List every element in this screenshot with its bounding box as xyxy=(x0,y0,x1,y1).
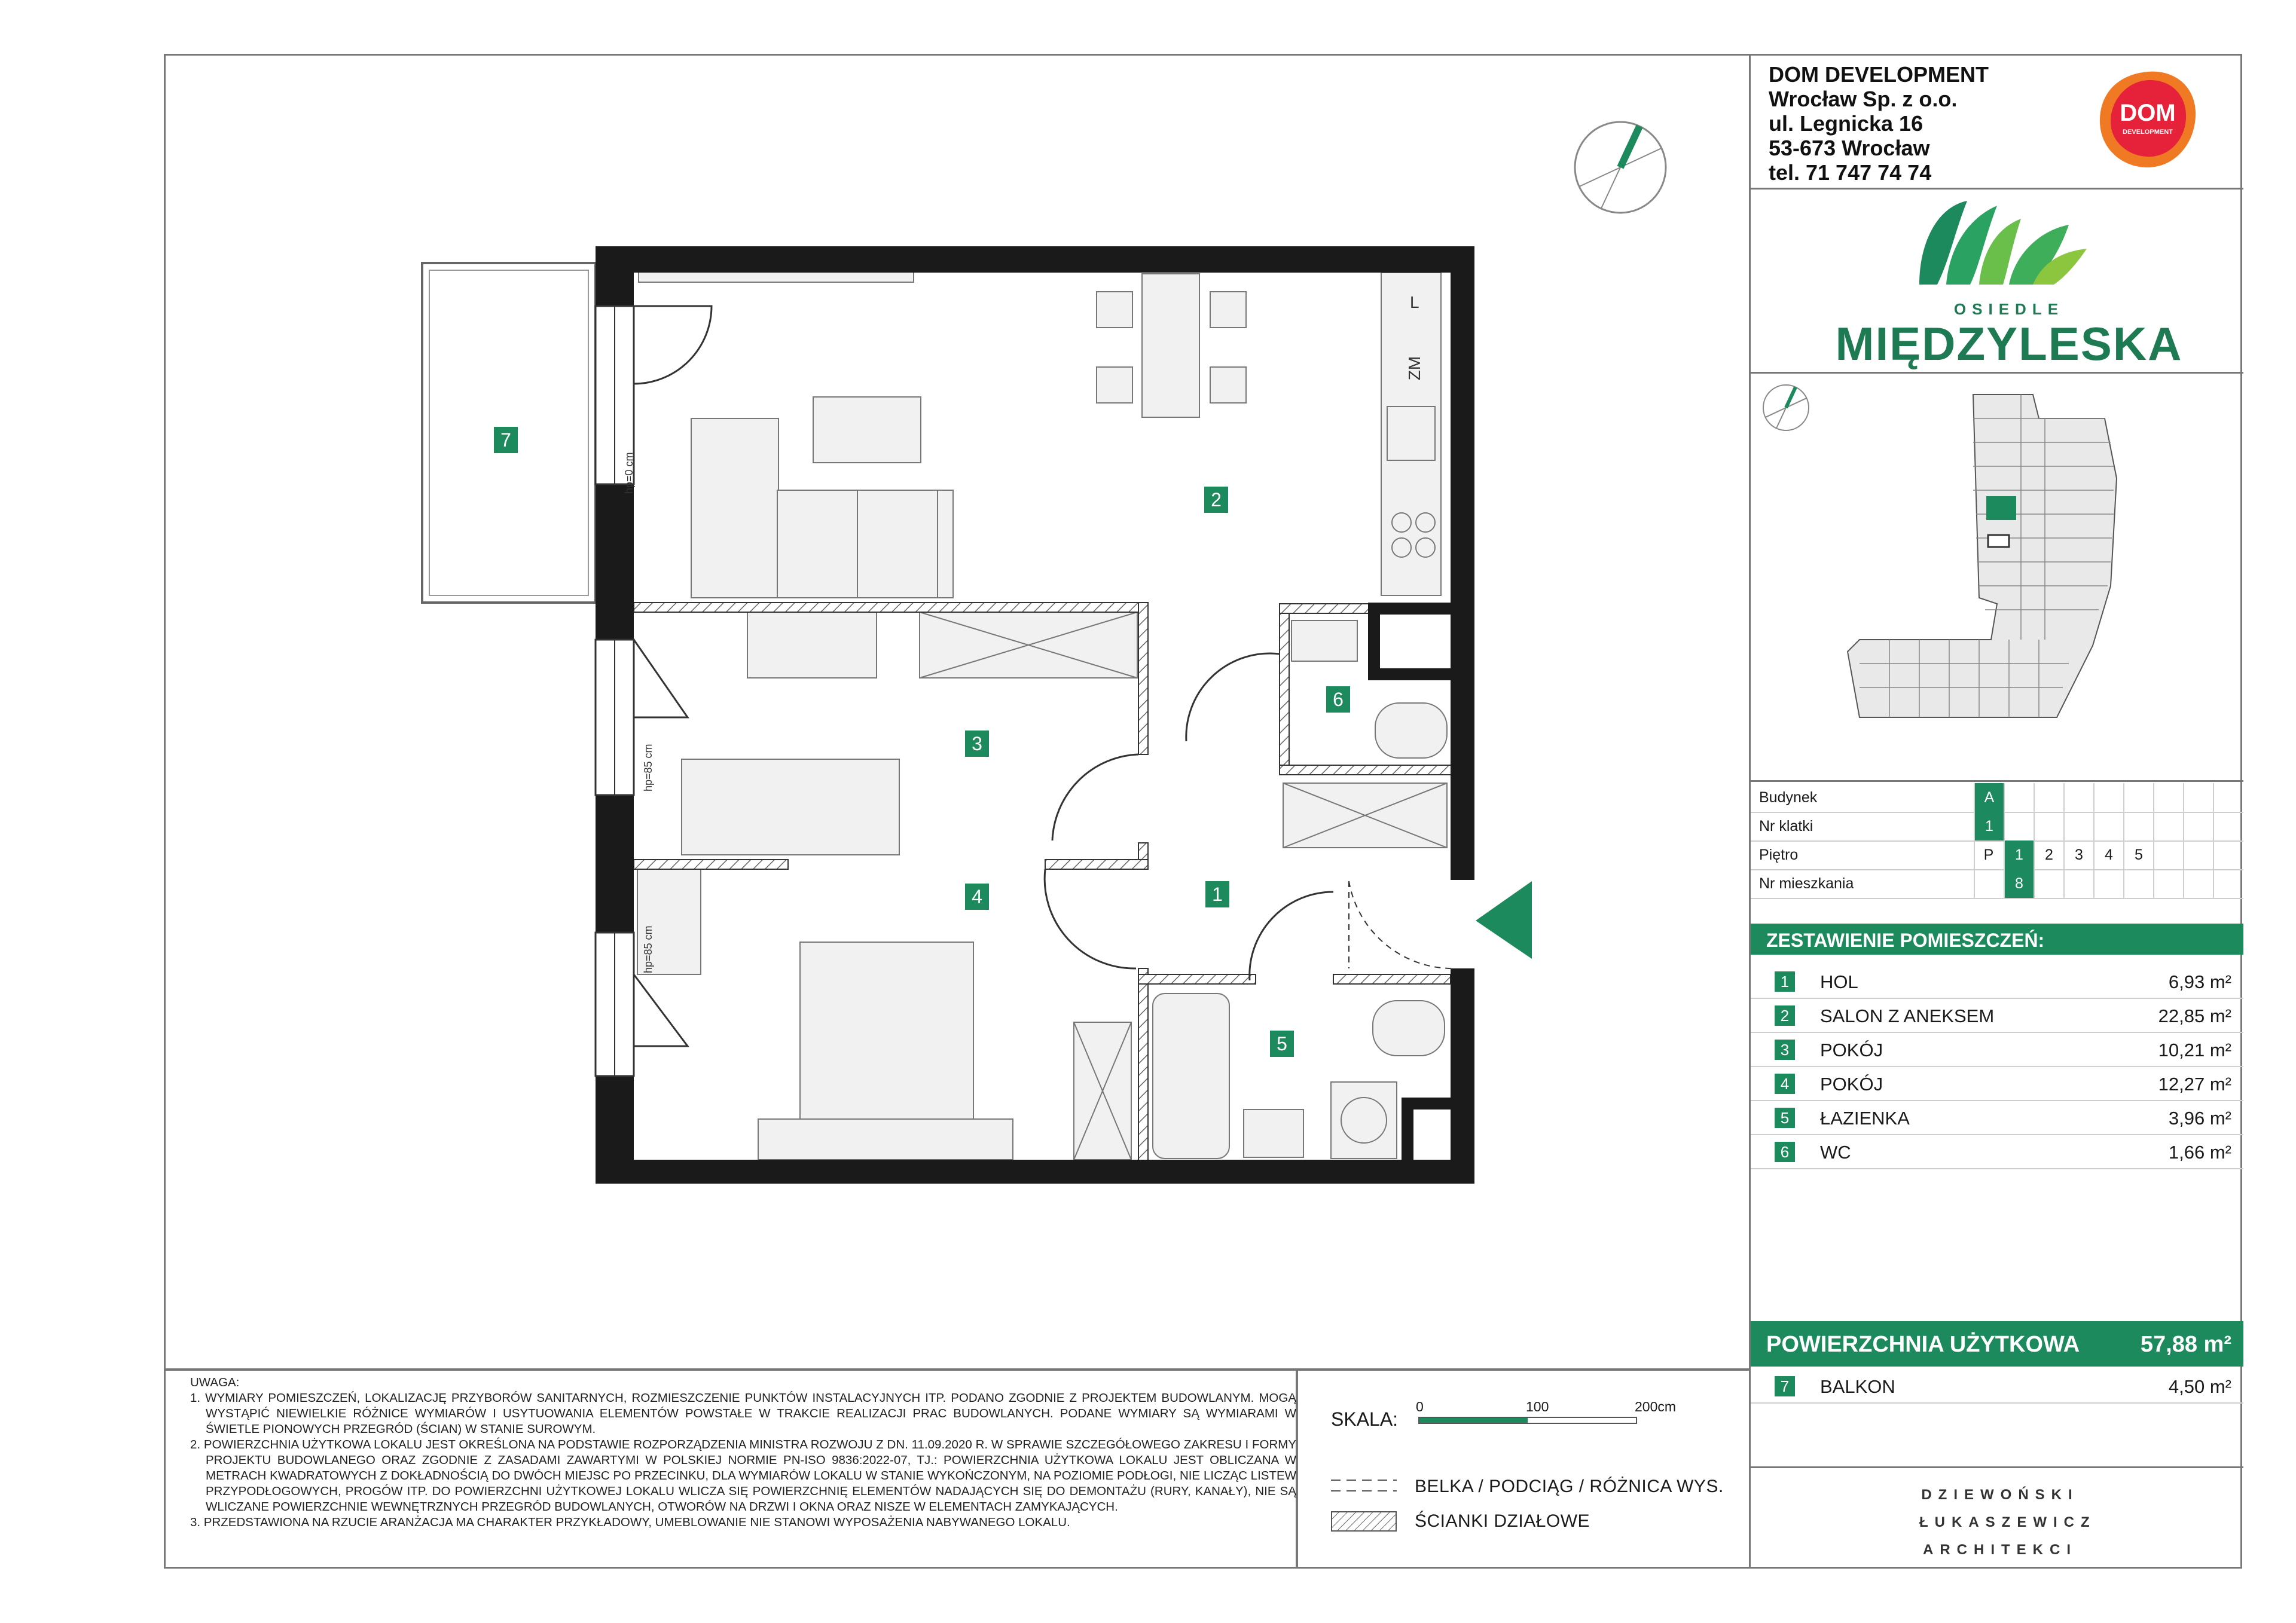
notes-block xyxy=(190,1375,1296,1530)
room-row xyxy=(1751,1066,2243,1101)
building-value: A xyxy=(1974,783,2004,812)
sidebar-divider xyxy=(1750,1466,2243,1468)
window-height-note: hp=0 cm xyxy=(623,452,635,494)
partition-wall xyxy=(634,860,788,869)
note-item: 3. PRZEDSTAWIONA NA RZUCIE ARANŻACJA MA CHARAKTER PRZYKŁADOWY, UMEBLOWANIE NIE STANOWI WYPOSAŻENIA NABYWANEGO LOKALU. xyxy=(190,1515,1070,1529)
wc-door xyxy=(1186,653,1280,741)
room-name: BALKON xyxy=(1820,1376,1895,1397)
room-row xyxy=(1751,964,2243,999)
room-area: 4,50 m² xyxy=(2168,1376,2231,1397)
room-name: SALON Z ANEKSEM xyxy=(1820,1005,1995,1026)
washbasin xyxy=(1244,1109,1303,1157)
sofa-seat xyxy=(857,490,938,598)
note-item: 1. WYMIARY POMIESZCZEŃ, LOKALIZACJĘ PRZYBORÓW SANITARNYCH, ROZMIESZCZENIE PUNKTÓW INSTALACYJNYCH ITP. PODANO ZGODNIE Z PROJEKTEM BUDOWLANYM. MOGĄ WYSTĄPIĆ NIEWIELKIE RÓŻNICE WYMIARÓW I USYTUOWANIA ELEMENTÓW POWSTAŁE W TRAKCIE REALIZACJI PRAC BUDOWLANYCH. PODANE WYMIARY SĄ WYMIARAMI W ŚWIETLE PIONOWYCH PRZEGRÓD (ŚCIAN) W STANIE SUROWYM. xyxy=(190,1391,1296,1436)
room-label: 7 xyxy=(494,427,518,453)
window-door xyxy=(634,974,688,1046)
toilet xyxy=(1373,1001,1445,1056)
balcony-row xyxy=(1751,1369,2243,1404)
partition-wall xyxy=(1280,765,1452,775)
building-keyplan xyxy=(1842,383,2129,741)
room-row xyxy=(1751,1101,2243,1135)
toilet xyxy=(1375,703,1447,758)
partition-wall xyxy=(1138,603,1148,754)
room-number: 7 xyxy=(1775,1376,1795,1396)
scale-bar xyxy=(1418,1417,1637,1424)
sofa-chaise xyxy=(691,418,778,598)
floor-option: 2 xyxy=(2034,840,2063,869)
keyplan-compass-icon xyxy=(1761,383,1812,433)
company-name: DOM DEVELOPMENT xyxy=(1769,62,1989,87)
scale-tick: 200cm xyxy=(1635,1399,1677,1414)
brand-name: MIĘDZYLESKA xyxy=(1835,317,2183,370)
partition-wall xyxy=(1138,974,1256,984)
scale-bar-fill xyxy=(1419,1418,1528,1423)
entrance-arrow-icon xyxy=(1476,881,1532,959)
room-number: 3 xyxy=(1775,1040,1795,1060)
partition-legend-label: ŚCIANKI DZIAŁOWE xyxy=(1415,1511,1590,1531)
company-phone: tel. 71 747 74 74 xyxy=(1769,160,1932,185)
dom-logo-subtext: DEVELOPMENT xyxy=(2123,129,2173,136)
room-area: 10,21 m² xyxy=(2158,1040,2231,1060)
room-number: 6 xyxy=(1775,1142,1795,1162)
room-name: WC xyxy=(1820,1142,1851,1163)
floor-option: 4 xyxy=(2093,840,2123,869)
partition-legend-icon xyxy=(1331,1511,1397,1532)
scale-label: SKALA: xyxy=(1331,1408,1399,1430)
bed xyxy=(682,759,899,855)
osiedle-leaf-logo xyxy=(1913,195,2093,291)
room-area: 6,93 m² xyxy=(2168,971,2231,992)
dom-development-logo xyxy=(2095,67,2200,172)
summary-title: ZESTAWIENIE POMIESZCZEŃ: xyxy=(1766,930,2045,951)
balcony-door xyxy=(634,306,712,384)
room-number: 2 xyxy=(1775,1005,1795,1026)
window-height-note: hp=85 cm xyxy=(642,925,654,973)
room-area: 1,66 m² xyxy=(2168,1142,2231,1163)
room-number: 5 xyxy=(1775,1108,1795,1128)
partition-wall xyxy=(1280,604,1375,613)
room-area: 12,27 m² xyxy=(2158,1074,2231,1095)
room-number: 4 xyxy=(1775,1074,1795,1094)
notes-title: UWAGA: xyxy=(190,1376,240,1389)
total-area-row xyxy=(1751,1321,2243,1367)
architect-line2: ŁUKASZEWICZ xyxy=(1919,1514,2096,1530)
architect-line3: ARCHITEKCI xyxy=(1923,1542,2077,1558)
floor-label: Piętro xyxy=(1759,846,1799,863)
partition-wall xyxy=(1045,860,1148,869)
bathtub xyxy=(1153,994,1229,1159)
beam-legend-label: BELKA / PODCIĄG / RÓŻNICA WYS. xyxy=(1415,1477,1724,1496)
floor-option: P xyxy=(1983,846,1994,863)
room-name: POKÓJ xyxy=(1820,1040,1883,1060)
apartment-value: 8 xyxy=(2004,869,2034,898)
grid-col xyxy=(2213,783,2243,898)
partition-wall xyxy=(634,603,1148,612)
floor-option: 3 xyxy=(2063,840,2093,869)
sidebar-divider xyxy=(1750,372,2243,374)
partition-wall xyxy=(1138,968,1148,1163)
floor-option-selected: 1 xyxy=(2004,840,2034,869)
grid-col xyxy=(2153,783,2183,898)
double-bed xyxy=(800,942,973,1121)
summary-header xyxy=(1751,924,2243,955)
scale-tick: 0 xyxy=(1416,1399,1424,1414)
sofa-seat xyxy=(777,490,857,598)
room-label: 5 xyxy=(1270,1031,1294,1057)
bed-side xyxy=(758,1119,1013,1160)
room-label: 6 xyxy=(1326,686,1350,713)
sidebar-divider xyxy=(1750,188,2243,189)
bathroom-door xyxy=(1250,892,1333,980)
stair-value: 1 xyxy=(1974,812,2004,840)
room-area: 22,85 m² xyxy=(2158,1005,2231,1026)
room-row xyxy=(1751,1032,2243,1067)
legend-frame xyxy=(1296,1369,1751,1569)
room-number: 1 xyxy=(1775,971,1795,992)
structural-walls xyxy=(596,246,1474,1184)
grid-col xyxy=(2183,783,2213,898)
room-name: ŁAZIENKA xyxy=(1820,1108,1910,1129)
building-label: Budynek xyxy=(1759,789,1818,806)
window-door xyxy=(634,640,688,717)
total-area-value: 57,88 m² xyxy=(2140,1332,2231,1357)
room-door xyxy=(1045,869,1136,968)
chair xyxy=(1210,292,1246,328)
company-line2: Wrocław Sp. z o.o. xyxy=(1769,87,1958,111)
washbasin xyxy=(1292,621,1357,661)
room-label: 2 xyxy=(1204,487,1228,513)
entrance-door xyxy=(1349,881,1451,968)
room-row xyxy=(1751,998,2243,1033)
room-row xyxy=(1751,1135,2243,1169)
partition-wall xyxy=(1280,604,1289,774)
total-area-label: POWIERZCHNIA UŻYTKOWA xyxy=(1766,1332,2080,1357)
room-name: POKÓJ xyxy=(1820,1074,1883,1095)
room-label: 1 xyxy=(1205,881,1229,907)
sofa-arm xyxy=(938,490,953,598)
stair-label: Nr klatki xyxy=(1759,818,1813,835)
partition-wall xyxy=(1333,974,1451,984)
room-door xyxy=(1052,754,1138,840)
chair xyxy=(1097,292,1132,328)
room-area: 3,96 m² xyxy=(2168,1108,2231,1129)
chair xyxy=(1097,367,1132,403)
window-height-note: hp=85 cm xyxy=(642,744,654,791)
company-address xyxy=(1769,62,1989,185)
chair xyxy=(1210,367,1246,403)
room-name: HOL xyxy=(1820,971,1858,992)
architect-logo xyxy=(1919,1481,2096,1564)
dom-logo-text: DOM xyxy=(2120,100,2176,126)
company-street: ul. Legnicka 16 xyxy=(1769,111,1923,136)
architect-line1: DZIEWOŃSKI xyxy=(1921,1487,2079,1503)
scale-tick: 100 xyxy=(1526,1399,1549,1414)
coffee-table xyxy=(813,397,921,463)
desk xyxy=(747,612,877,678)
fridge-mark: L xyxy=(1410,293,1419,311)
note-item: 2. POWIERZCHNIA UŻYTKOWA LOKALU JEST OKREŚLONA NA PODSTAWIE ROZPORZĄDZENIA MINISTRA ROZWOJU Z DN. 11.09.2020 R. W SPRAWIE SZCZEGÓŁOWEGO ZAKRESU I FORMY PROJEKTU BUDOWLANEGO ORAZ ZGODNIE Z ZASADAMI ZAWARTYMI W POLSKIEJ NORMIE PN-ISO 9836:2022-07, TJ.: POWIERZCHNIA UŻYTKOWA LOKALU JEST OBLICZANA W METRACH KWADRATOWYCH Z DOKŁADNOŚCIĄ DO DWÓCH MIEJSC PO PRZECINKU, DLA WYMIARÓW LOKALU W STANIE WYKOŃCZONYM, NA POZIOMIE PODŁOGI, NIE LICZĄC LISTEW PRZYPODŁOGOWYCH, PROGÓW ITP. DO POWIERZCHNI UŻYTKOWEJ LOKALU WLICZA SIĘ POWIERZCHNIĘ ELEMENTÓW NADAJĄCYCH SIĘ DO DEMONTAŻU (RURY, KANAŁY), NIE SĄ WLICZANE POWIERZCHNIE WEWNĘTRZNYCH PRZEGRÓD BUDOWLANYCH, OTWORÓW NA DRZWI I OKNA ORAZ NISZE W ELEMENTACH ZAMYKAJĄCYCH. xyxy=(190,1438,1296,1514)
dining-table xyxy=(1142,274,1199,417)
company-city: 53-673 Wrocław xyxy=(1769,136,1930,160)
brand-prefix: OSIEDLE xyxy=(1953,300,2065,318)
room-label: 3 xyxy=(965,730,989,757)
sidebar-divider xyxy=(1750,780,2243,782)
beam-legend-icon xyxy=(1331,1477,1397,1494)
room-label: 4 xyxy=(965,884,989,910)
dishwasher-mark: ZM xyxy=(1405,356,1424,381)
floor-option: 5 xyxy=(2123,840,2153,869)
apartment-label: Nr mieszkania xyxy=(1759,875,1854,892)
